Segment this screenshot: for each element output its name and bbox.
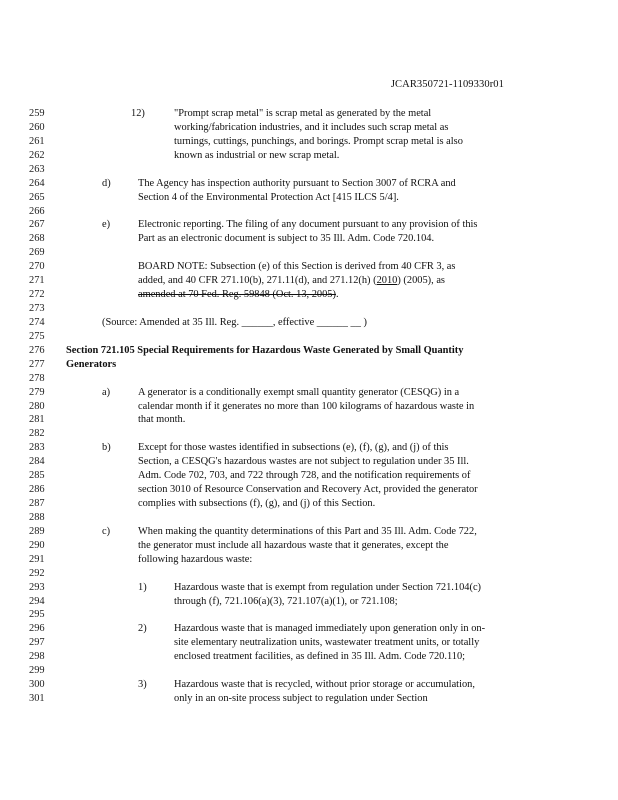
section-heading: Generators bbox=[66, 358, 117, 370]
document-line bbox=[0, 455, 618, 468]
text-segment: Adm. Code 702, 703, and 722 through 728, and the notification requirements of bbox=[138, 470, 471, 482]
document-line bbox=[0, 608, 618, 621]
line-text bbox=[138, 232, 434, 245]
line-text bbox=[138, 218, 477, 231]
deleted-text: amended at 70 Fed. Reg. 59848 (Oct. 13, 2005) bbox=[138, 289, 336, 301]
line-number: 294 bbox=[29, 595, 45, 607]
line-text bbox=[138, 274, 445, 287]
line-text bbox=[174, 581, 481, 594]
text-segment: Hazardous waste that is recycled, without prior storage or accumulation, bbox=[174, 679, 475, 691]
line-number: 282 bbox=[29, 428, 45, 440]
line-number: 276 bbox=[29, 344, 45, 356]
line-number: 268 bbox=[29, 233, 45, 245]
line-number: 262 bbox=[29, 149, 45, 161]
document-line bbox=[0, 232, 618, 245]
document-line bbox=[0, 372, 618, 385]
text-segment: (Source: Amended at 35 Ill. Reg. ______, effective ______ __ ) bbox=[102, 316, 367, 328]
document-line bbox=[0, 664, 618, 677]
line-number: 266 bbox=[29, 205, 45, 217]
text-segment: When making the quantity determinations of this Part and 35 Ill. Adm. Code 722, bbox=[138, 525, 477, 537]
line-number: 261 bbox=[29, 135, 45, 147]
line-number: 273 bbox=[29, 303, 45, 315]
subsection-marker: c) bbox=[102, 525, 111, 537]
document-line bbox=[0, 511, 618, 524]
line-text bbox=[174, 636, 479, 649]
document-line bbox=[0, 581, 618, 594]
line-text bbox=[138, 288, 339, 301]
document-line bbox=[0, 427, 618, 440]
line-number: 285 bbox=[29, 470, 45, 482]
line-number: 260 bbox=[29, 121, 45, 133]
document-line bbox=[0, 316, 618, 329]
line-number: 259 bbox=[29, 108, 45, 119]
subsection-marker: e) bbox=[102, 219, 111, 231]
text-segment: Part as an electronic document is subject to 35 Ill. Adm. Code 720.104. bbox=[138, 233, 435, 245]
document-line bbox=[0, 413, 618, 426]
document-line bbox=[0, 344, 618, 357]
subsection-marker: d) bbox=[102, 177, 111, 189]
text-segment: The Agency has inspection authority pursuant to Section 3007 of RCRA and bbox=[138, 177, 456, 189]
text-segment: BOARD NOTE: Subsection (e) of this Section is derived from 40 CFR 3, as bbox=[138, 261, 456, 273]
line-text bbox=[138, 525, 477, 538]
document-id-header: JCAR350721-1109330r01 bbox=[390, 79, 504, 90]
document-line bbox=[0, 636, 618, 649]
document-line bbox=[0, 205, 618, 218]
line-number: 301 bbox=[29, 693, 45, 705]
line-text bbox=[174, 595, 398, 608]
line-text bbox=[174, 107, 431, 120]
text-segment: site elementary neutralization units, wastewater treatment units, or totally bbox=[174, 637, 480, 649]
line-text bbox=[66, 344, 463, 357]
text-segment: calendar month if it generates no more than 100 kilograms of hazardous waste in bbox=[138, 400, 475, 412]
subsection-marker: 2) bbox=[138, 623, 147, 635]
line-number: 275 bbox=[29, 330, 45, 342]
document-line bbox=[0, 358, 618, 371]
line-text bbox=[174, 121, 448, 134]
line-number: 296 bbox=[29, 623, 45, 635]
inserted-text: 2010 bbox=[376, 275, 398, 287]
text-segment: Hazardous waste that is exempt from regulation under Section 721.104(c) bbox=[174, 581, 482, 593]
document-line bbox=[0, 386, 618, 399]
subsection-marker: a) bbox=[102, 386, 111, 398]
line-number: 279 bbox=[29, 386, 45, 398]
document-line bbox=[0, 441, 618, 454]
line-number: 269 bbox=[29, 247, 45, 259]
text-segment: the generator must include all hazardous waste that it generates, except the bbox=[138, 539, 449, 551]
line-text bbox=[174, 622, 485, 635]
line-text bbox=[138, 483, 478, 496]
text-segment: Hazardous waste that is managed immediately upon generation only in on- bbox=[174, 623, 486, 635]
line-number: 280 bbox=[29, 400, 45, 412]
subsection-marker: 12) bbox=[131, 108, 145, 119]
document-line bbox=[0, 260, 618, 273]
document-line bbox=[0, 149, 618, 162]
line-text bbox=[174, 149, 339, 162]
document-line bbox=[0, 163, 618, 176]
line-number: 284 bbox=[29, 456, 45, 468]
text-segment: Section, a CESQG's hazardous wastes are not subject to regulation under 35 Ill. bbox=[138, 456, 469, 468]
text-segment: known as industrial or new scrap metal. bbox=[174, 149, 340, 161]
line-text bbox=[138, 400, 474, 413]
line-number: 272 bbox=[29, 289, 45, 301]
text-segment: Except for those wastes identified in subsections (e), (f), (g), and (j) of this bbox=[138, 442, 449, 454]
subsection-marker: b) bbox=[102, 442, 111, 454]
document-line bbox=[0, 622, 618, 635]
document-line bbox=[0, 177, 618, 190]
document-line bbox=[0, 330, 618, 343]
line-text bbox=[138, 413, 185, 426]
text-segment: working/fabrication industries, and it includes such scrap metal as bbox=[174, 121, 449, 133]
line-number: 298 bbox=[29, 651, 45, 663]
text-segment: that month. bbox=[138, 414, 186, 426]
line-number: 274 bbox=[29, 316, 45, 328]
line-number: 289 bbox=[29, 525, 45, 537]
text-segment: through (f), 721.106(a)(3), 721.107(a)(1), or 721.108; bbox=[174, 595, 398, 607]
line-number: 297 bbox=[29, 637, 45, 649]
line-number: 299 bbox=[29, 665, 45, 677]
text-segment: enclosed treatment facilities, as defined in 35 Ill. Adm. Code 720.110; bbox=[174, 651, 466, 663]
line-number: 263 bbox=[29, 163, 45, 175]
line-number: 277 bbox=[29, 358, 45, 370]
line-number: 283 bbox=[29, 442, 45, 454]
document-line bbox=[0, 218, 618, 231]
line-text bbox=[174, 135, 463, 148]
text-segment: Section 4 of the Environmental Protection Act [415 ILCS 5/4]. bbox=[138, 191, 399, 203]
line-number: 287 bbox=[29, 498, 45, 510]
line-text bbox=[174, 650, 465, 663]
line-number: 265 bbox=[29, 191, 45, 203]
section-heading: Section 721.105 Special Requirements for Hazardous Waste Generated by Small Quantity bbox=[66, 344, 464, 356]
line-text bbox=[138, 553, 252, 566]
document-line bbox=[0, 191, 618, 204]
line-number: 271 bbox=[29, 275, 45, 287]
document-line bbox=[0, 595, 618, 608]
text-segment: A generator is a conditionally exempt small quantity generator (CESQG) in a bbox=[138, 386, 460, 398]
document-line bbox=[0, 553, 618, 566]
line-text bbox=[138, 260, 455, 273]
text-segment: turnings, cuttings, punchings, and borings. Prompt scrap metal is also bbox=[174, 135, 463, 147]
line-text bbox=[138, 191, 399, 204]
line-number: 291 bbox=[29, 553, 45, 565]
line-number: 288 bbox=[29, 511, 45, 523]
line-text bbox=[138, 497, 375, 510]
line-text bbox=[138, 469, 470, 482]
line-number: 300 bbox=[29, 679, 45, 691]
document-line bbox=[0, 121, 618, 134]
subsection-marker: 1) bbox=[138, 581, 147, 593]
text-segment: Electronic reporting. The filing of any document pursuant to any provision of this bbox=[138, 219, 478, 231]
text-segment: section 3010 of Resource Conservation and Recovery Act, provided the generator bbox=[138, 484, 478, 496]
text-segment: . bbox=[335, 289, 339, 301]
line-number: 286 bbox=[29, 484, 45, 496]
text-segment: complies with subsections (f), (g), and (j) of this Section. bbox=[138, 498, 376, 510]
line-text bbox=[174, 678, 475, 691]
line-text bbox=[138, 455, 469, 468]
line-text bbox=[138, 386, 459, 399]
document-line bbox=[0, 692, 618, 705]
line-number: 270 bbox=[29, 261, 45, 273]
line-number: 281 bbox=[29, 414, 45, 426]
document-line bbox=[0, 525, 618, 538]
document-line bbox=[0, 302, 618, 315]
line-text bbox=[66, 358, 116, 371]
text-segment: added, and 40 CFR 271.10(b), 271.11(d), and 271.12(h) ( bbox=[138, 275, 377, 287]
document-line bbox=[0, 135, 618, 148]
document-line bbox=[0, 539, 618, 552]
document-line bbox=[0, 469, 618, 482]
document-line bbox=[0, 678, 618, 691]
document-line bbox=[0, 567, 618, 580]
document-line bbox=[0, 274, 618, 287]
line-text bbox=[138, 539, 448, 552]
line-text bbox=[138, 441, 448, 454]
line-number: 295 bbox=[29, 609, 45, 621]
document-line bbox=[0, 400, 618, 413]
text-segment: ) (2005), as bbox=[397, 275, 445, 287]
text-segment: "Prompt scrap metal" is scrap metal as generated by the metal bbox=[174, 108, 432, 119]
document-line bbox=[0, 107, 618, 120]
line-number: 278 bbox=[29, 372, 45, 384]
document-line bbox=[0, 497, 618, 510]
document-line bbox=[0, 288, 618, 301]
subsection-marker: 3) bbox=[138, 679, 147, 691]
line-number: 264 bbox=[29, 177, 45, 189]
text-segment: following hazardous waste: bbox=[138, 553, 253, 565]
document-line bbox=[0, 246, 618, 259]
document-line bbox=[0, 483, 618, 496]
line-number: 290 bbox=[29, 539, 45, 551]
line-number: 292 bbox=[29, 567, 45, 579]
line-text bbox=[138, 177, 456, 190]
line-text bbox=[174, 692, 428, 705]
document-line bbox=[0, 650, 618, 663]
line-number: 293 bbox=[29, 581, 45, 593]
line-number: 267 bbox=[29, 219, 45, 231]
line-text bbox=[102, 316, 367, 329]
text-segment: only in an on-site process subject to regulation under Section bbox=[174, 693, 428, 705]
